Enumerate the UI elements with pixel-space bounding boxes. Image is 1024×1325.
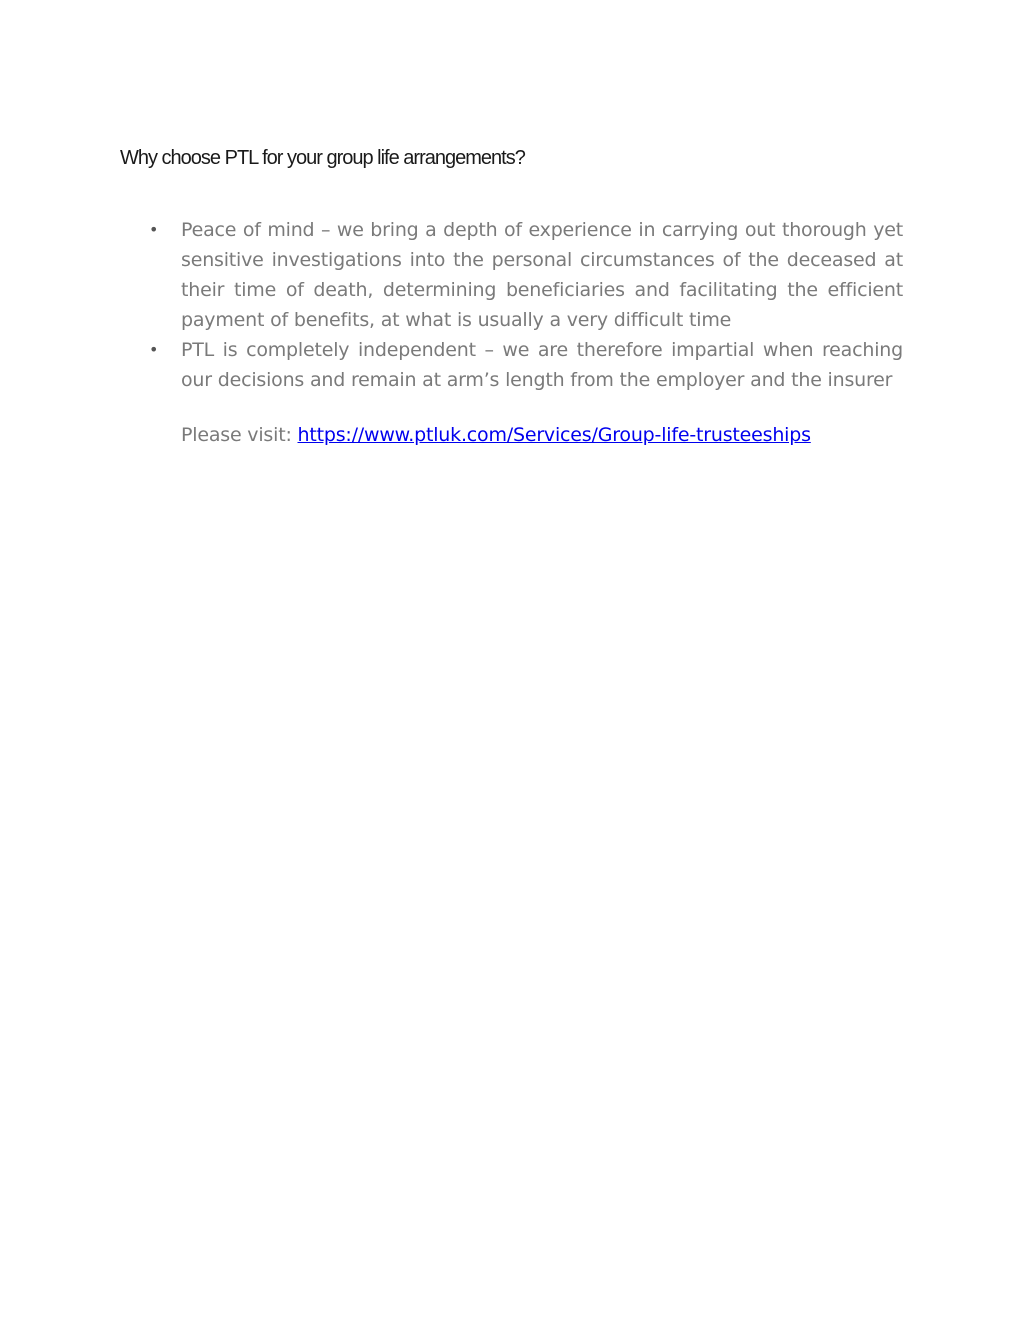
list-item (145, 215, 903, 335)
bullet-text: Peace of mind – we bring a depth of experience in carrying out thorough yet sensitive investigations into the personal circumstances of the deceased at their time of death, determining beneficiaries and facilitating the efficient payment of benefits, at what is usually a very difficult time (181, 219, 903, 331)
bullet-icon: • (149, 220, 159, 239)
services-link[interactable]: https://www.ptluk.com/Services/Group-life-trusteeships (297, 424, 811, 446)
bullet-list (145, 215, 903, 395)
bullet-icon: • (149, 340, 159, 359)
visit-label: Please visit: (181, 424, 298, 446)
visit-line (181, 420, 811, 450)
bullet-text: PTL is completely independent – we are therefore impartial when reaching our decisions and remain at arm’s length from the employer and the insurer (181, 339, 903, 391)
document-heading: Why choose PTL for your group life arrangements? (120, 147, 525, 169)
list-item (145, 335, 903, 395)
